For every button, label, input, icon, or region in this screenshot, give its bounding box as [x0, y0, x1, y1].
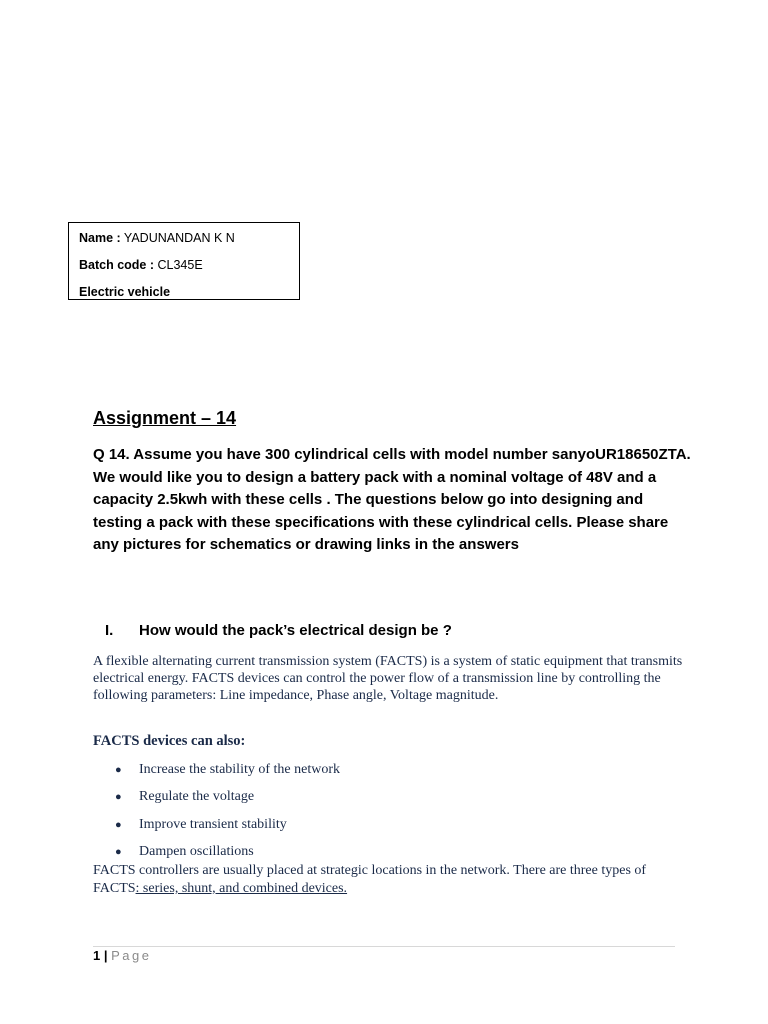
name-line: [79, 227, 289, 254]
page-footer: [93, 948, 151, 963]
sub-question-number: I.: [105, 622, 114, 639]
list-item: [115, 762, 340, 789]
batch-line: [79, 254, 289, 281]
batch-value: CL345E: [154, 258, 203, 272]
facts-types-underlined: : series, shunt, and combined devices.: [135, 881, 348, 896]
page-word: Page: [111, 948, 152, 963]
assignment-title: Assignment – 14: [93, 408, 237, 428]
name-value: YADUNANDAN K N: [120, 231, 235, 245]
facts-heading: FACTS devices can also:: [93, 733, 246, 749]
list-item: [115, 817, 340, 844]
student-info-box: [68, 222, 300, 300]
course-name: Electric vehicle: [79, 285, 171, 299]
bullet-icon: ●: [115, 818, 122, 831]
bullet-icon: ●: [115, 764, 122, 776]
sub-question: [105, 622, 452, 639]
bullet-text: Regulate the voltage: [139, 789, 255, 805]
bullet-text: Increase the stability of the network: [139, 762, 340, 777]
sub-question-text: How would the pack’s electrical design be ?: [139, 622, 452, 639]
bullet-text: Dampen oscillations: [139, 844, 254, 860]
facts-types-paragraph: [93, 862, 683, 898]
facts-bullet-list: [115, 762, 340, 872]
name-label: Name :: [79, 231, 121, 245]
bullet-icon: ●: [115, 791, 122, 804]
page-number: 1: [93, 948, 101, 963]
list-item: [115, 789, 340, 816]
course-line: [79, 281, 289, 308]
batch-label: Batch code :: [79, 258, 155, 272]
bullet-icon: ●: [115, 846, 122, 859]
facts-types-text: FACTS controllers are usually placed at strategic locations in the network. There are three types of FACTS: [93, 863, 647, 896]
footer-separator: |: [100, 948, 112, 963]
facts-paragraph: A flexible alternating current transmission system (FACTS) is a system of static equipment that transmits electrical energy. FACTS devices can control the power flow of a transmission line by controlling the following parameters: Line impedance, Phase angle, Voltage magnitude.: [93, 654, 683, 703]
footer-divider: [93, 946, 675, 947]
question-text: Q 14. Assume you have 300 cylindrical cells with model number sanyoUR18650ZTA. We would like you to design a battery pack with a nominal voltage of 48V and a capacity 2.5kwh with these cells . The questions below go into designing and testing a pack with these specifications with these cylindrical cells. Please share any pictures for schematics or drawing links in the answers: [93, 446, 691, 554]
bullet-text: Improve transient stability: [139, 816, 287, 832]
